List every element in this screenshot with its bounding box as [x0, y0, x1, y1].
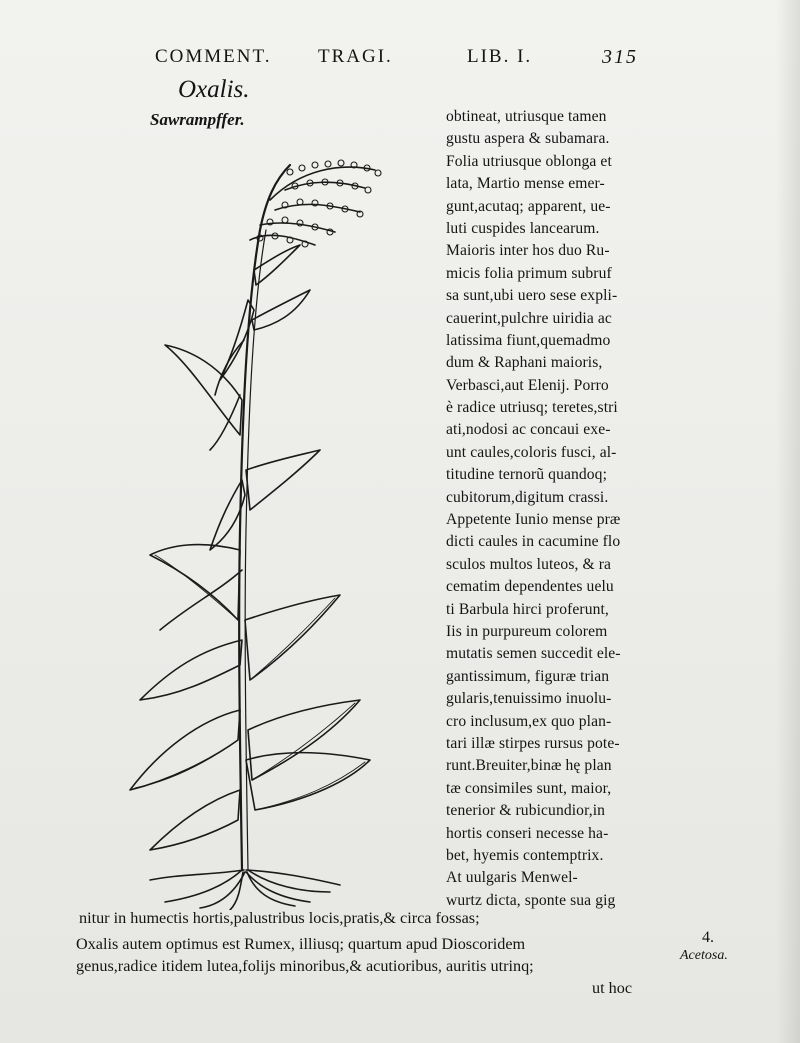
page-number: 315 — [602, 46, 638, 68]
plant-title-german: Sawrampffer. — [150, 110, 245, 129]
body-line: ut hoc — [592, 979, 633, 997]
marginal-number: 4. — [702, 929, 714, 946]
column-line: unt caules,coloris fusci, al- — [446, 443, 617, 461]
column-line: cauerint,pulchre uiridia ac — [446, 309, 612, 327]
column-line: cro inclusum,ex quo plan- — [446, 712, 612, 730]
column-line: gunt,acutaq; apparent, ue- — [446, 197, 611, 215]
body-line: Oxalis autem optimus est Rumex, illiusq; quartum apud Dioscoridem — [76, 935, 526, 953]
column-line: runt.Breuiter,binæ hę plan — [446, 757, 612, 775]
column-line: At uulgaris Menwel- — [446, 869, 578, 887]
column-line: cubitorum,digitum crassi. — [446, 488, 609, 506]
column-line: tenerior & rubicundior,in — [446, 802, 606, 820]
column-line: ati,nodosi ac concaui exe- — [446, 421, 611, 439]
column-line: gularis,tenuissimo inuolu- — [446, 690, 612, 708]
column-line: è radice utriusq; teretes,stri — [446, 399, 618, 417]
column-line: obtineat, utriusque tamen — [446, 108, 607, 125]
header-book: LIB. I. — [467, 46, 533, 67]
running-header — [150, 46, 650, 72]
column-line: mutatis semen succedit ele- — [446, 645, 621, 663]
column-line: latissima fiunt,quemadmo — [446, 331, 611, 349]
column-line: Folia utriusque oblonga et — [446, 152, 612, 170]
column-line: luti cuspides lancearum. — [446, 219, 600, 237]
header-author: TRAGI. — [318, 46, 393, 67]
column-line: lata, Martio mense emer- — [446, 175, 605, 193]
column-line: ti Barbula hirci proferunt, — [446, 600, 609, 618]
column-line: tæ consimiles sunt, maior, — [446, 779, 612, 797]
column-line: tari illæ stirpes rursus pote- — [446, 734, 620, 752]
plant-illustration — [70, 150, 410, 910]
column-line: Verbasci,aut Elenij. Porro — [446, 376, 609, 394]
header-comment: COMMENT. — [155, 46, 272, 67]
column-line: Appetente Iunio mense præ — [446, 511, 621, 529]
column-line: titudine ternorũ quandoq; — [446, 466, 608, 484]
column-line: wurtz dicta, sponte sua gig — [446, 891, 616, 909]
page-edge-shadow — [776, 0, 800, 1043]
marginal-note: Acetosa. — [680, 948, 728, 963]
column-line: sculos multos luteos, & ra — [446, 555, 612, 573]
column-line: cematim dependentes uelu — [446, 578, 614, 596]
column-line: dum & Raphani maioris, — [446, 354, 603, 372]
column-line: Iis in purpureum colorem — [446, 622, 608, 640]
column-line: dicti caules in cacumine flo — [446, 533, 621, 551]
column-line: Maioris inter hos duo Ru- — [446, 242, 610, 260]
plant-title-latin: Oxalis. — [178, 76, 250, 103]
body-line: genus,radice itidem lutea,folijs minoribus,& acutioribus, auritis utrinq; — [76, 957, 534, 975]
text-column — [446, 106, 676, 912]
column-line: hortis conseri necesse ha- — [446, 824, 609, 842]
column-line: gustu aspera & subamara. — [446, 130, 610, 148]
column-line: gantissimum, figuræ trian — [446, 667, 610, 685]
column-line: micis folia primum subruf — [446, 264, 612, 282]
body-line: nitur in humectis hortis,palustribus locis,pratis,& circa fossas; — [79, 909, 480, 927]
column-line: bet, hyemis contemptrix. — [446, 846, 604, 864]
column-line: sa sunt,ubi uero sese expli- — [446, 287, 618, 305]
